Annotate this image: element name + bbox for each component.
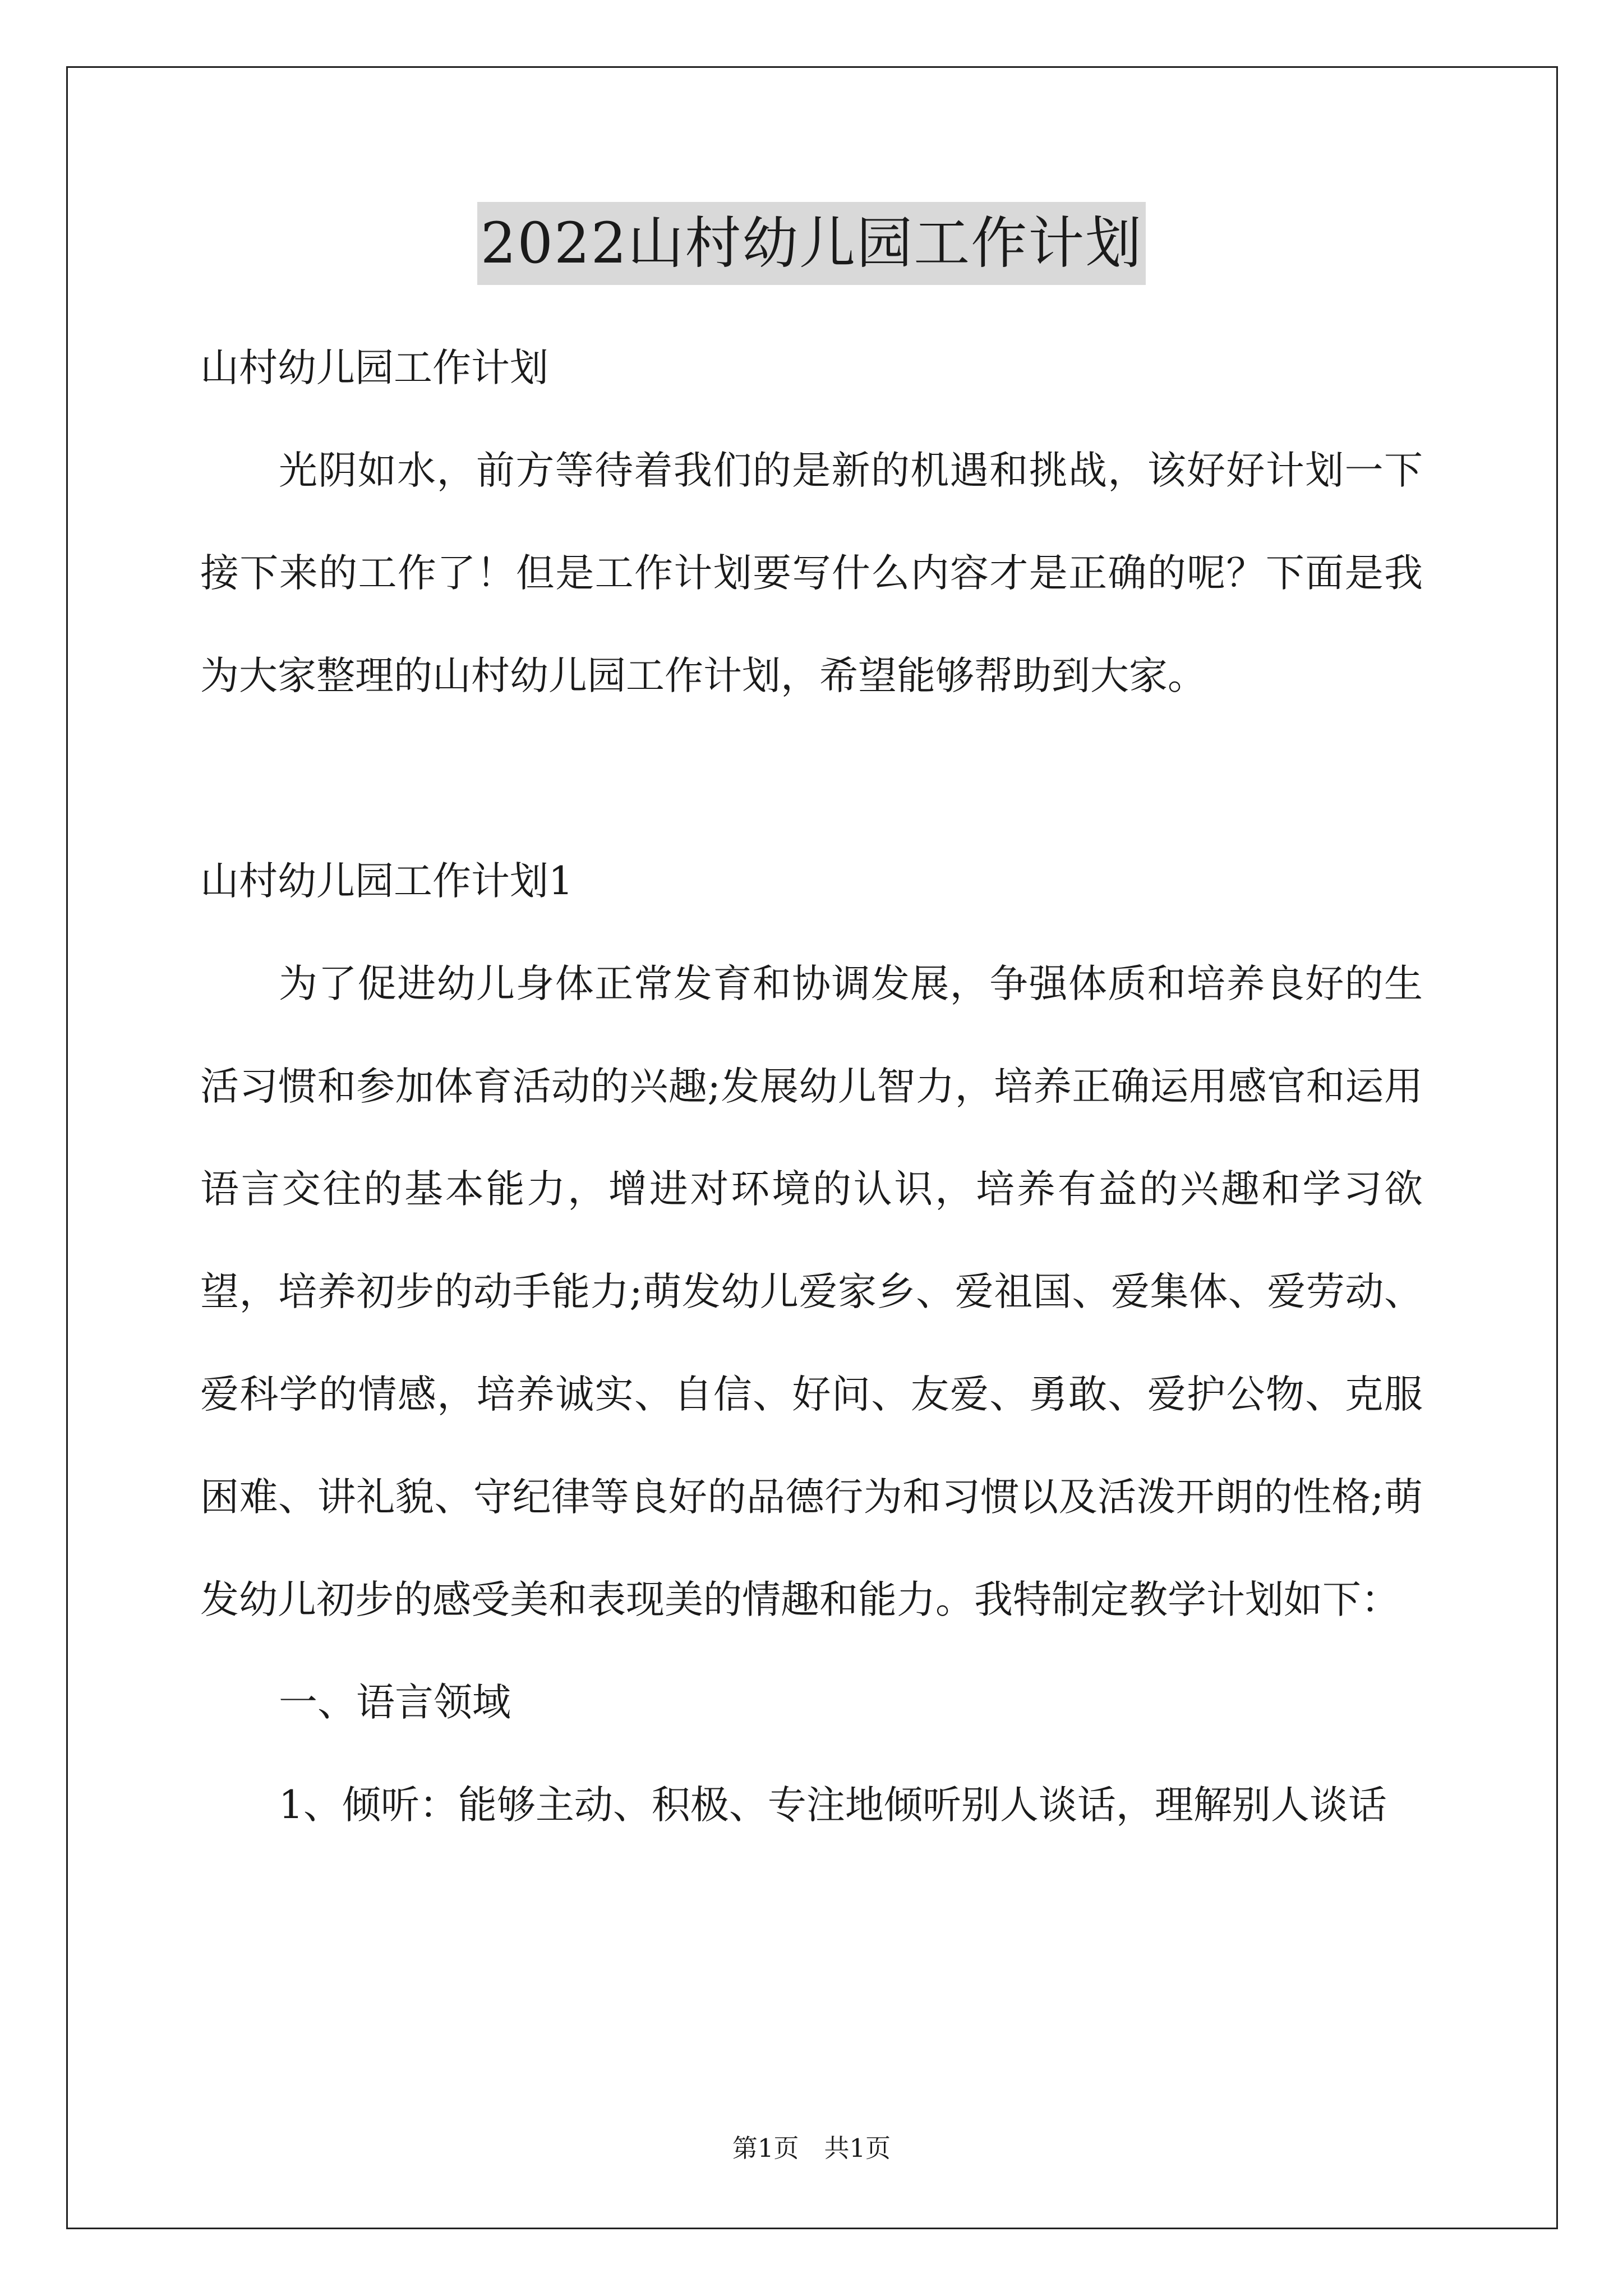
- document-subtitle: 山村幼儿园工作计划: [200, 346, 548, 390]
- subheading-language: 一、语言领域: [279, 1680, 511, 1725]
- intro-paragraph: 光阴如水，前方等待着我们的是新的机遇和挑战，该好好计划一下接下来的工作了！但是工作计划要写什么内容才是正确的呢？下面是我为大家整理的山村幼儿园工作计划，希望能够帮助到大家。: [200, 448, 1423, 698]
- list-item-listening: 1、倾听：能够主动、积极、专注地倾听别人谈话，理解别人谈话: [279, 1783, 1387, 1828]
- document-title: 2022山村幼儿园工作计划: [477, 202, 1146, 285]
- section-heading: 山村幼儿园工作计划1: [200, 859, 573, 904]
- document-body: [200, 317, 1423, 1857]
- section-paragraph: 为了促进幼儿身体正常发育和协调发展，争强体质和培养良好的生活习惯和参加体育活动的兴趣;发展幼儿智力，培养正确运用感官和运用语言交往的基本能力，增进对环境的认识，培养有益的兴趣和学习欲望，培养初步的动手能力;萌发幼儿爱家乡、爱祖国、爱集体、爱劳动、爱科学的情感，培养诚实、自信、好问、友爱、勇敢、爱护公物、克服困难、讲礼貌、守纪律等良好的品德行为和习惯以及活泼开朗的性格;萌发幼儿初步的感受美和表现美的情趣和能力。我特制定教学计划如下：: [200, 961, 1423, 1622]
- page-footer: 第1页 共1页: [732, 2133, 891, 2163]
- paragraph-spacer: [200, 728, 1423, 830]
- title-container: [0, 202, 1623, 285]
